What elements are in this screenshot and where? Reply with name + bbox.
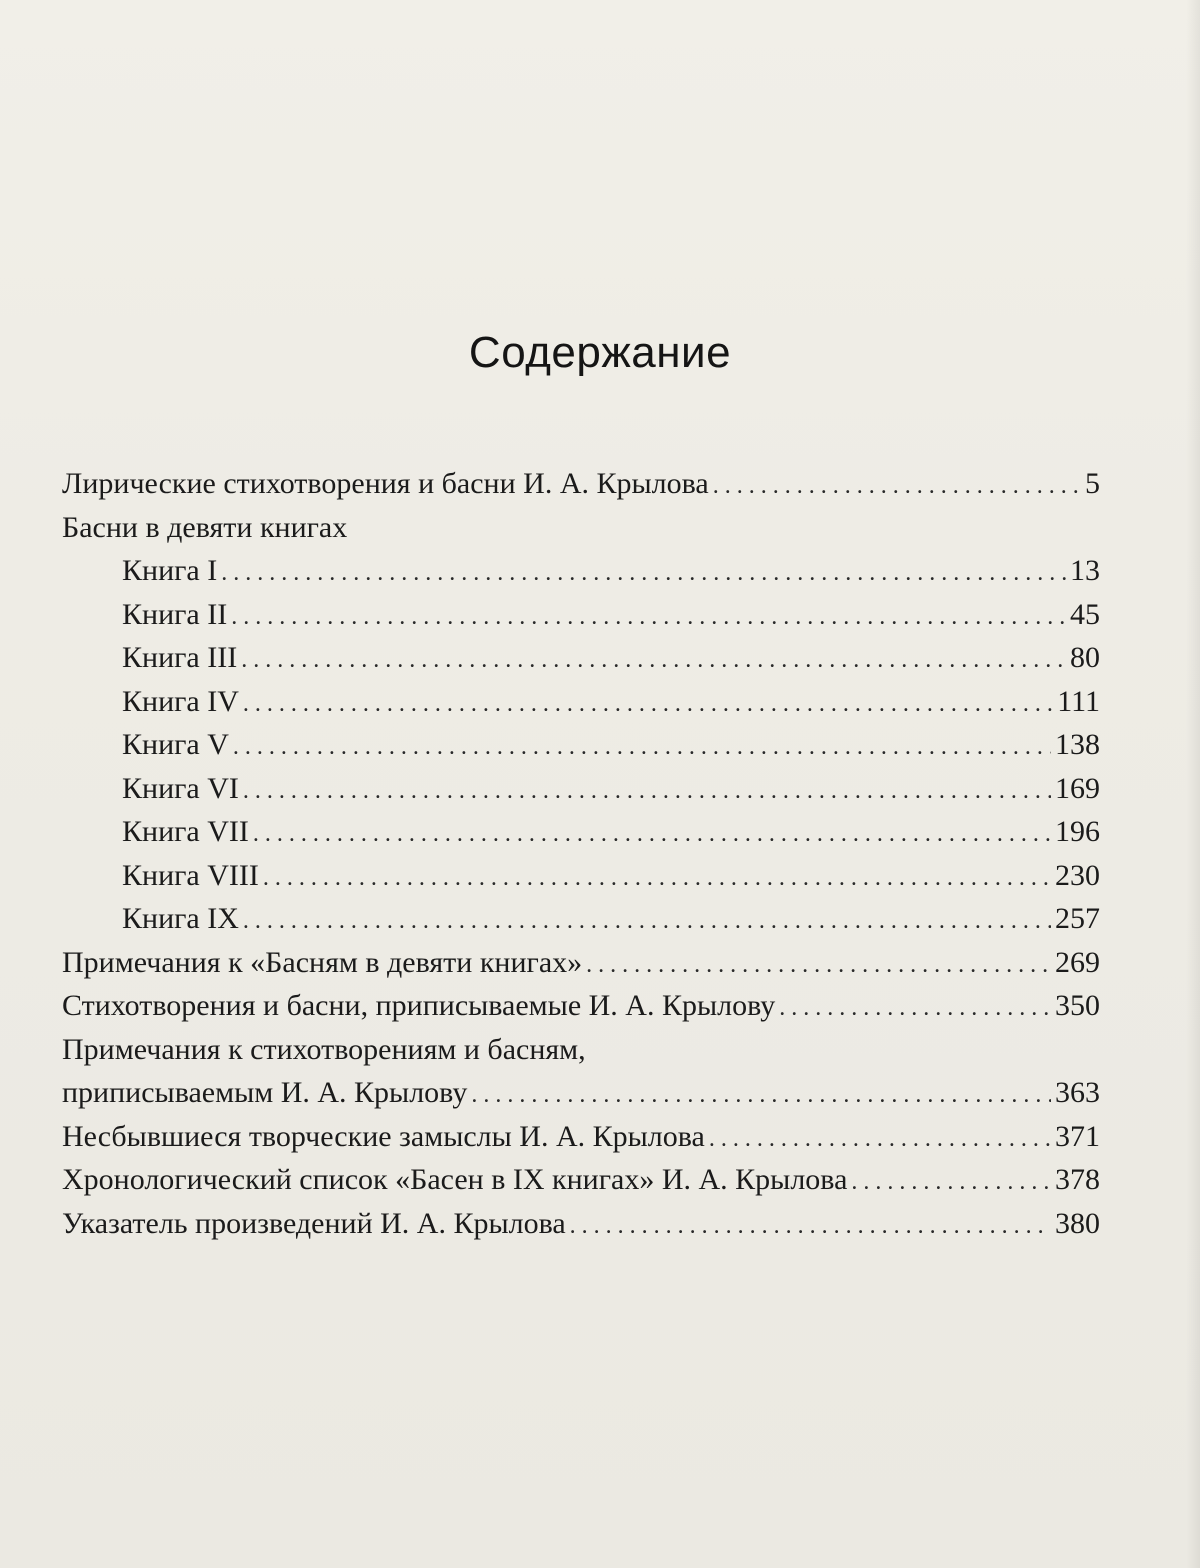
- toc-entry: [62, 549, 1100, 593]
- toc-entry-title: Книга VII: [122, 815, 249, 848]
- toc-page-number: 371: [1055, 1119, 1100, 1153]
- toc-entry: [62, 1158, 1100, 1202]
- toc-leader-dots: [243, 770, 1051, 814]
- toc-entry-title: Лирические стихотворения и басни И. А. Крылова: [62, 467, 709, 500]
- toc-entry-title: Книга III: [122, 641, 238, 674]
- toc-leader-dots: [241, 639, 1066, 683]
- toc-entry: [62, 1071, 1100, 1115]
- toc-leader-dots: [851, 1161, 1051, 1205]
- page-edge-shadow: [1186, 0, 1200, 1568]
- toc-entry-title: Книга IX: [122, 902, 239, 935]
- toc-entry: [62, 1028, 1100, 1072]
- toc-page-number: 257: [1055, 902, 1100, 935]
- toc-entry-title: Хронологический список «Басен в IX книгах» И. А. Крылова: [62, 1163, 848, 1196]
- toc-entry-title: Стихотворения и басни, приписываемые И. А. Крылову: [62, 989, 776, 1022]
- toc-entry-title: Басни в девяти книгах: [62, 510, 348, 544]
- toc-leader-dots: [233, 726, 1051, 770]
- toc-entry: [62, 897, 1100, 941]
- toc-entry: [62, 854, 1100, 898]
- toc-leader-dots: [221, 552, 1066, 596]
- toc-leader-dots: [231, 596, 1066, 640]
- toc-page-number: 111: [1057, 684, 1100, 718]
- toc-leader-dots: [779, 987, 1051, 1031]
- toc-entry: [62, 941, 1100, 985]
- toc-page-number: 363: [1055, 1076, 1100, 1109]
- toc-leader-dots: [709, 1118, 1051, 1162]
- toc-entry-title: Книга VI: [122, 771, 239, 805]
- toc-entry: [62, 723, 1100, 767]
- table-of-contents: [62, 462, 1100, 1245]
- toc-leader-dots: [570, 1205, 1051, 1249]
- toc-page-number: 13: [1070, 554, 1100, 587]
- toc-entry: [62, 680, 1100, 724]
- toc-entry: [62, 767, 1100, 811]
- toc-page-number: 5: [1085, 467, 1100, 500]
- toc-leader-dots: [243, 900, 1051, 944]
- toc-entry: [62, 593, 1100, 637]
- toc-entry-title: Книга V: [122, 728, 229, 761]
- toc-entry-title: Несбывшиеся творческие замыслы И. А. Крылова: [62, 1119, 705, 1153]
- toc-entry: [62, 506, 1100, 550]
- toc-leader-dots: [471, 1074, 1051, 1118]
- toc-page-number: 378: [1055, 1163, 1100, 1196]
- toc-leader-dots: [243, 683, 1053, 727]
- toc-entry-title: приписываемым И. А. Крылову: [62, 1076, 468, 1109]
- toc-entry: [62, 810, 1100, 854]
- toc-entry-title: Книга VIII: [122, 858, 259, 892]
- toc-leader-dots: [586, 944, 1051, 988]
- toc-entry-title: Указатель произведений И. А. Крылова: [62, 1206, 566, 1240]
- toc-entry: [62, 1115, 1100, 1159]
- toc-entry: [62, 984, 1100, 1028]
- toc-page-number: 350: [1055, 989, 1100, 1022]
- toc-leader-dots: [253, 813, 1051, 857]
- toc-entry-title: Книга II: [122, 597, 228, 631]
- toc-entry: [62, 462, 1100, 506]
- toc-entry: [62, 636, 1100, 680]
- page-title: Содержание: [468, 328, 732, 377]
- toc-page-number: 380: [1055, 1206, 1100, 1240]
- toc-entry-title: Примечания к стихотворениям и басням,: [62, 1032, 586, 1066]
- toc-page-number: 230: [1055, 858, 1100, 892]
- toc-page-number: 196: [1055, 815, 1100, 848]
- toc-page-number: 45: [1070, 597, 1100, 631]
- toc-page-number: 138: [1055, 728, 1100, 761]
- toc-leader-dots: [263, 857, 1051, 901]
- toc-page-number: 269: [1055, 945, 1100, 979]
- toc-entry: [62, 1202, 1100, 1246]
- toc-page-number: 80: [1070, 641, 1100, 674]
- toc-entry-title: Книга IV: [122, 684, 239, 718]
- toc-entry-title: Примечания к «Басням в девяти книгах»: [62, 945, 583, 979]
- toc-entry-title: Книга I: [122, 554, 218, 587]
- toc-leader-dots: [713, 465, 1081, 509]
- toc-page-number: 169: [1055, 771, 1100, 805]
